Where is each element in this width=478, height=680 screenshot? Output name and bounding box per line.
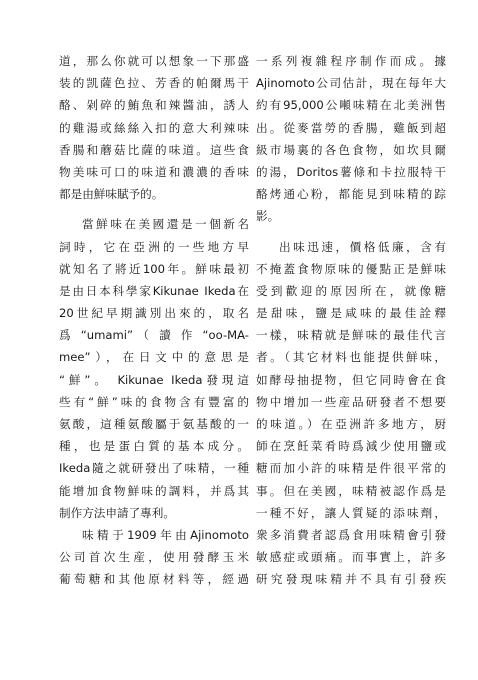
text-line: 是甜味，鹽是咸味的最佳詮釋 <box>256 306 446 321</box>
text-line: 不掩蓋食物原味的優點正是鮮味 <box>256 261 446 276</box>
text-line: Ajinomoto公司估計，現在每年大 <box>256 76 446 91</box>
text-line: 研究發現味精并不具有引發疾 <box>256 572 446 587</box>
text-line: “鮮”。 Kikunae Ikeda發現這 <box>59 372 249 387</box>
paragraph-gap <box>59 205 249 213</box>
text-line: 如酵母抽提物，但它同時會在食 <box>256 372 446 387</box>
text-line: 制作方法申請了專利。 <box>59 505 175 520</box>
text-line: 是由日本科學家Kikunae Ikeda在 <box>59 283 249 298</box>
text-line: 衆多消費者認爲食用味精會引發 <box>256 527 446 542</box>
text-line: 公司首次生産，使用發酵玉米 <box>59 550 249 565</box>
text-line: 香腸和蘑菇比薩的味道。這些食 <box>59 142 249 157</box>
text-line: 20世紀早期識別出來的，取名 <box>59 306 249 321</box>
text-line: 物中增加一些産品研發者不想要 <box>256 394 446 409</box>
text-line: 的湯，Doritos薯條和卡拉服特干 <box>256 164 446 179</box>
text-line: Ikeda隨之就研發出了味精，一種 <box>59 461 249 476</box>
text-line: 的味道。）在亞洲許多地方，厨 <box>256 417 446 431</box>
text-line: 者。（其它材料也能提供鮮味， <box>256 350 446 365</box>
text-line: 能增加食物鮮味的調料，并爲其 <box>59 483 249 498</box>
text-line: 物美味可口的味道和濃濃的香味 <box>59 164 249 179</box>
text-line: 出。從麥當勞的香腸，雞飯到超 <box>256 120 446 135</box>
paragraph-gap <box>256 228 446 236</box>
text-line: 級市場裏的各色食物，如坎貝爾 <box>256 142 446 157</box>
text-line: 道，那么你就可以想象一下那盛 <box>59 54 249 68</box>
text-line: 葡萄糖和其他原材料等，經過 <box>59 572 249 587</box>
text-line: 師在烹飪菜肴時爲減少使用鹽或 <box>256 439 446 454</box>
text-line: 約有95,000公噸味精在北美洲售 <box>256 98 446 113</box>
text-line: 都是由鮮味賦予的。 <box>59 187 164 202</box>
text-line: 些有“鮮”味的食物含有豐富的 <box>59 394 249 409</box>
text-line: 味精于1909年由Ajinomoto <box>82 527 249 542</box>
text-line: mee”），在日文中的意思是 <box>59 350 249 365</box>
text-line: 當鮮味在美國還是一個新名 <box>82 217 249 232</box>
text-line: 事。但在美國，味精被認作爲是 <box>256 483 446 498</box>
text-line: 種，也是蛋白質的基本成分。 <box>59 439 249 454</box>
text-line: 受到歡迎的原因所在，就像糖 <box>256 283 446 298</box>
text-line: 詞時，它在亞洲的一些地方早 <box>59 239 249 254</box>
text-line: 就知名了將近100年。鮮味最初 <box>59 261 249 276</box>
text-line: 一種不好，讓人質疑的添味劑， <box>256 505 446 520</box>
text-line: 一系列複雜程序制作而成。據 <box>256 54 446 68</box>
text-line: 影。 <box>256 209 280 224</box>
text-line: 的雞湯或絲絲入扣的意大利辣味 <box>59 120 249 135</box>
text-line: 装的凯薩色拉、芳香的帕爾馬干 <box>59 76 249 91</box>
text-line: 酪烤通心粉，都能見到味精的踪 <box>256 187 446 202</box>
right-text-column <box>256 50 446 591</box>
left-text-column <box>59 50 249 591</box>
text-line: 出味迅速，價格低廉，含有 <box>279 239 446 254</box>
text-line: 爲“umami”（讀作“oo-MA- <box>59 328 249 343</box>
text-line: 氨酸，這種氨酸屬于氨基酸的一 <box>59 417 249 431</box>
text-line: 糖而加小許的味精是件很平常的 <box>256 461 446 476</box>
text-line: 酪、剁碎的鮪魚和辣醬油，誘人 <box>59 98 249 113</box>
text-line: 一樣，味精就是鮮味的最佳代言 <box>256 328 446 343</box>
text-line: 敏感症或頭痛。而事實上，許多 <box>256 550 446 565</box>
